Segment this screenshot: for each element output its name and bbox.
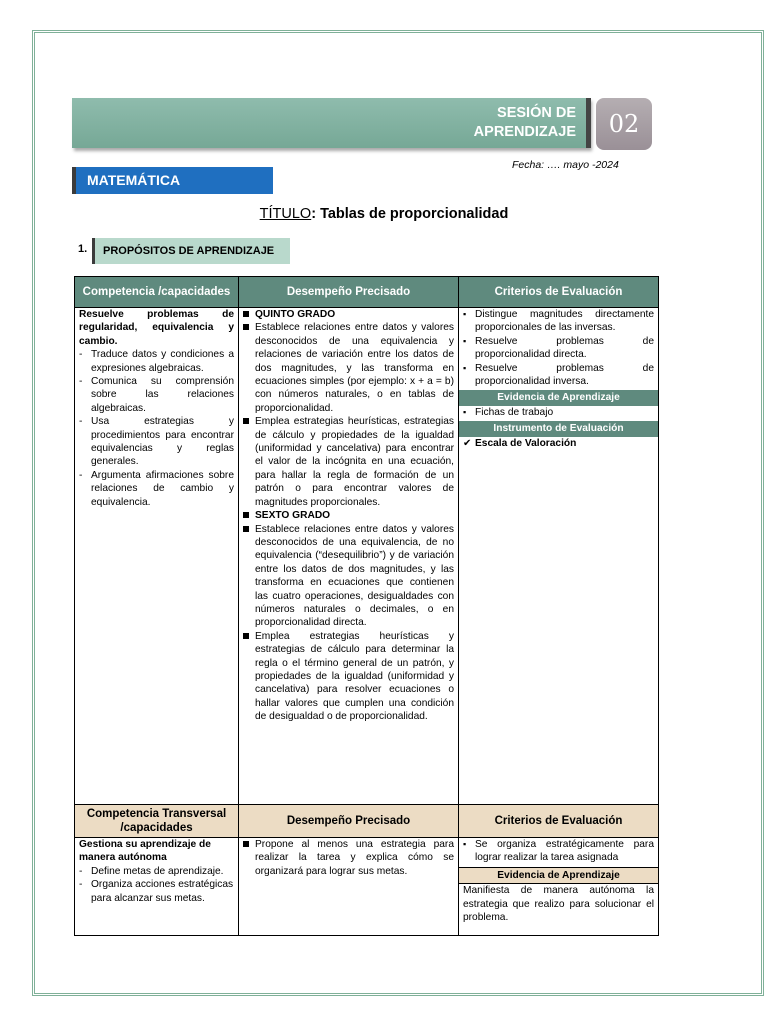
purposes-table: [74, 276, 659, 936]
session-banner: [72, 98, 590, 148]
instrumento-heading: Instrumento de Evaluación: [459, 421, 658, 436]
criterios-2-cell: [459, 838, 659, 936]
session-number: 02: [596, 98, 652, 150]
grade-heading: SEXTO GRADO: [243, 509, 454, 522]
list-item: Emplea estrategias heurísticas y estrategias de cálculo para determinar la regla o el término general de un patrón, y propiedades de la igualdad (uniformidad y cancelativa) para resolver ecuaciones o hallar valores que cumplen una condición de desigualdad o de proporcionalidad.: [243, 630, 454, 724]
competencia-transversal-cell: [75, 838, 239, 936]
list-item: - Argumenta afirmaciones sobre relaciones de cambio y equivalencia.: [79, 469, 234, 508]
banner-separator: [586, 98, 591, 148]
evidencia-heading: Evidencia de Aprendizaje: [459, 390, 658, 405]
grade-heading: QUINTO GRADO: [243, 308, 454, 321]
list-item: Propone al menos una estrategia para realizar la tarea y explica cómo se organizará para lograr sus metas.: [243, 838, 454, 878]
list-item: - Organiza acciones estratégicas para alcanzar sus metas.: [79, 879, 234, 904]
section-title: PROPÓSITOS DE APRENDIZAJE: [92, 238, 290, 264]
list-item: ▪ Resuelve problemas de proporcionalidad inversa.: [463, 362, 654, 388]
subject-label: MATEMÁTICA: [72, 167, 273, 194]
header-competencia: Competencia /capacidades: [75, 277, 239, 308]
session-label: SESIÓN DE APRENDIZAJE: [473, 105, 576, 140]
list-item: Establece relaciones entre datos y valores desconocidos de una equivalencia, de no equivalencia (“desequilibrio”) y de variación entre los datos de dos magnitudes, y las transforma en ecuaciones que contienen las cuatro operaciones, desigualdades con números naturales o decimales, o en proporcionalidad directa.: [243, 523, 454, 630]
list-item: ✔ Escala de Valoración: [463, 437, 577, 449]
evidencia-text: Manifiesta de manera autónoma la estrategia que realizo para solucionar el problema.: [463, 885, 654, 924]
header-criterios: Criterios de Evaluación: [459, 277, 659, 308]
criterios-cell: [459, 308, 659, 805]
list-item: ▪ Distingue magnitudes directamente proporcionales de las inversas.: [463, 309, 654, 334]
list-item: - Traduce datos y condiciones a expresiones algebraicas.: [79, 349, 234, 374]
page-title: TÍTULO: Tablas de proporcionalidad: [259, 206, 509, 222]
fecha: Fecha: …. mayo -2024: [512, 159, 619, 171]
list-item: Establece relaciones entre datos y valores desconocidos de una equivalencia y relaciones de variación entre los datos de dos magnitudes, y las transforma en ecuaciones simples (por ejemplo: x + a = b) con números naturales, o en tablas de proporcionalidad.: [243, 321, 454, 415]
header-criterios-2: Criterios de Evaluación: [459, 805, 659, 838]
section-number: 1.: [78, 243, 88, 255]
list-item: ▪ Fichas de trabajo: [463, 406, 554, 418]
desempeno-cell: [239, 308, 459, 805]
list-item: Emplea estrategias heurísticas, estrategias de cálculo y propiedades de la igualdad (uniformidad y cancelativa) para encontrar el valor de la incógnita en una ecuación, para hallar la regla de formación de un patrón o para encontrar valores de magnitudes proporcionales.: [243, 415, 454, 509]
list-item: - Define metas de aprendizaje.: [79, 865, 224, 877]
list-item: ▪ Resuelve problemas de proporcionalidad directa.: [463, 335, 654, 361]
desempeno-2-cell: [239, 838, 459, 936]
list-item: - Comunica su comprensión sobre las relaciones algebraicas.: [79, 376, 234, 414]
header-desempeno: Desempeño Precisado: [239, 277, 459, 308]
evidencia-heading: Evidencia de Aprendizaje: [459, 867, 658, 884]
list-item: - Usa estrategias y procedimientos para encontrar equivalencias y reglas generales.: [79, 416, 234, 468]
competencia-cell: [75, 308, 239, 805]
header-desempeno-2: Desempeño Precisado: [239, 805, 459, 838]
competencia-title: Gestiona su aprendizaje de manera autónoma: [79, 839, 211, 864]
list-item: ▪ Se organiza estratégicamente para lograr realizar la tarea asignada: [463, 839, 654, 864]
header-competencia-transversal: Competencia Transversal /capacidades: [75, 805, 239, 838]
competencia-title: Resuelve problemas de regularidad, equivalencia y cambio.: [79, 309, 234, 347]
